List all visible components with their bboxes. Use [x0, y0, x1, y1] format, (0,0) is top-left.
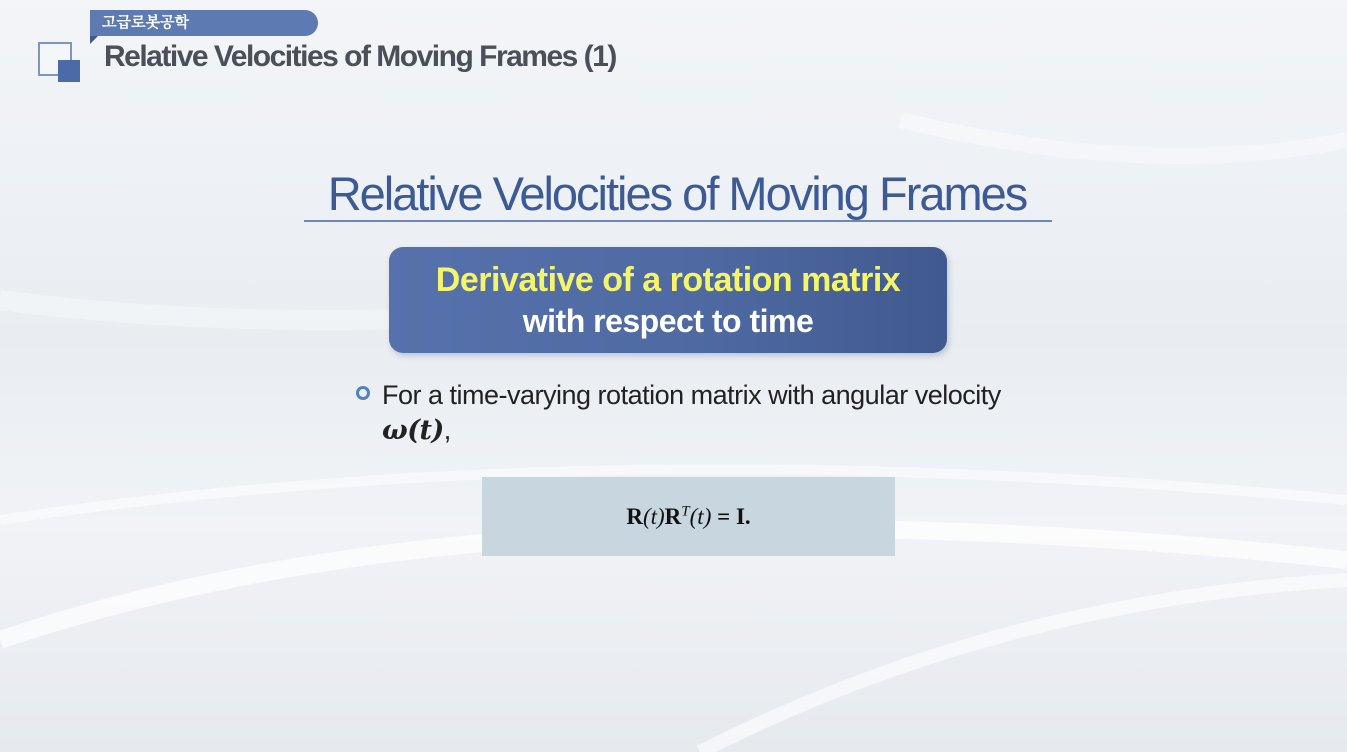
header-title: Relative Velocities of Moving Frames (1) [104, 40, 616, 73]
eq-arg2: (t) [689, 504, 712, 529]
omega-symbol: ω(t) [382, 415, 444, 446]
bullet-circle-icon [356, 386, 370, 400]
eq-rhs: = I. [711, 504, 751, 529]
bullet-text [382, 378, 1022, 448]
eq-R1: R [626, 504, 643, 529]
subtitle-line-1: Derivative of a rotation matrix [435, 261, 901, 299]
bullet-punctuation: , [443, 415, 451, 445]
slide-logo-icon [38, 42, 80, 84]
slide-title-underline [304, 220, 1052, 222]
subtitle-line-2: with respect to time [522, 303, 814, 339]
tab-notch [90, 36, 98, 44]
eq-arg1: (t) [642, 504, 665, 529]
eq-transpose: T [681, 503, 690, 520]
course-name-tab: 고급로봇공학 [90, 10, 318, 36]
equation-box [482, 477, 895, 556]
slide-title: Relative Velocities of Moving Frames [327, 167, 1027, 220]
eq-R2: R [664, 504, 682, 529]
bullet-text-main: For a time-varying rotation matrix with angular velocity [382, 380, 1001, 410]
subtitle-banner [389, 247, 947, 353]
